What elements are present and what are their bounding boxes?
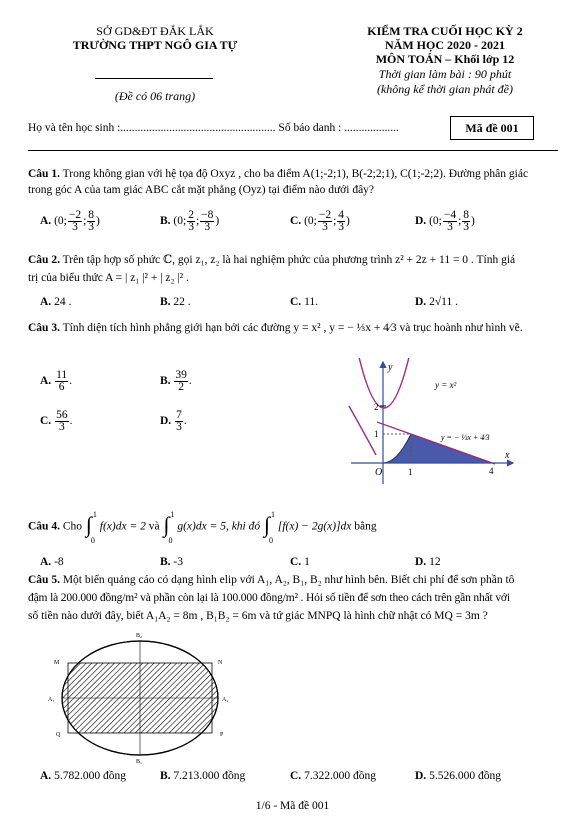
parabola-label: y = x² bbox=[435, 380, 457, 390]
q2-text-line2: trị của biểu thức A = | z₁ |² + | z₂ |² . bbox=[28, 272, 189, 284]
q1-option-c[interactable]: C. (0; $\frac{-2}{3}$ ; $\frac{4}{3}$ ) bbox=[290, 209, 350, 233]
q5-option-d[interactable]: D. 5.526.000 đồng bbox=[415, 770, 501, 782]
label-a1: A₁ bbox=[48, 697, 55, 703]
q4-label: Câu 4. bbox=[28, 520, 60, 533]
y-tick-2: 2 bbox=[374, 402, 379, 412]
q3-label: Câu 3. bbox=[28, 322, 60, 334]
q5-label: Câu 5. bbox=[28, 574, 60, 586]
q2-option-b[interactable]: B. 22 . bbox=[160, 296, 191, 308]
q3-option-b[interactable]: B. $\frac{39}{2}$ . bbox=[160, 369, 192, 393]
q1-text-line2: trong góc A của tam giác ABC cắt mặt phẳng (Oyz) tại điểm nào dưới đây? bbox=[28, 184, 375, 196]
header-divider bbox=[95, 78, 213, 79]
x-tick-4: 4 bbox=[489, 466, 494, 476]
q5-ellipse-figure bbox=[36, 628, 246, 764]
label-n: N bbox=[218, 660, 223, 666]
q4-text-line: Câu 4. Cho ∫ 1 0 f(x)dx = 2 và ∫ 1 0 g(x)dx = 5, khi đó ∫ 1 0 [f(x) − 2g(x)]dx bằng bbox=[28, 510, 377, 545]
q3-option-c[interactable]: C. $\frac{56}{3}$ . bbox=[40, 409, 73, 433]
label-q: Q bbox=[56, 732, 61, 738]
line-label: y = − ⅓x + 4⁄3 bbox=[441, 433, 490, 442]
q3-option-d[interactable]: D. $\frac{7}{3}$ . bbox=[160, 409, 187, 433]
q3-text: Tính diện tích hình phẳng giới hạn bởi các đường y = x² , y = − ⅓x + 4⁄3 và trục hoành như hình vẽ. bbox=[62, 322, 523, 334]
header-rule bbox=[28, 150, 558, 151]
q4-option-c[interactable]: C. 1 bbox=[290, 556, 310, 568]
q2-text-line1 bbox=[28, 252, 562, 266]
y-tick-1: 1 bbox=[374, 429, 379, 439]
q2-option-d[interactable]: D. 2√11 . bbox=[415, 296, 458, 308]
label-a2: A₂ bbox=[222, 697, 229, 703]
q5-text-line2: đậm là 200.000 đồng/m² và phần còn lại là 100.000 đồng/m² . Hỏi số tiền để sơn theo cách trên gần nhất với bbox=[28, 592, 510, 604]
school-year: NĂM HỌC 2020 - 2021 bbox=[385, 38, 505, 52]
subject: MÔN TOÁN – Khối lớp 12 bbox=[375, 52, 515, 66]
label-m: M bbox=[54, 660, 60, 666]
q3-text-line bbox=[28, 322, 562, 334]
q2-option-c[interactable]: C. 11. bbox=[290, 296, 319, 308]
q1-option-a[interactable]: A. (0; $\frac{-2}{3}$ ; $\frac{8}{3}$ ) bbox=[40, 209, 100, 233]
page-footer: 1/6 - Mã đề 001 bbox=[255, 800, 330, 812]
q2-text: Trên tập hợp số phức ℂ, gọi z₁, z₂ là hai nghiệm phức của phương trình z² + 2z + 11 = 0 . Tính giá bbox=[62, 254, 516, 266]
q3-option-a[interactable]: A. $\frac{11}{6}$ . bbox=[40, 369, 73, 393]
exam-code-box: Mã đề 001 bbox=[450, 116, 534, 140]
q5-text-line1 bbox=[28, 574, 562, 586]
time-limit: Thời gian làm bài : 90 phút bbox=[378, 67, 512, 81]
pages-note: (Đề có 06 trang) bbox=[114, 89, 196, 103]
label-p: P bbox=[220, 732, 224, 738]
q4-option-d[interactable]: D. 12 bbox=[415, 556, 441, 568]
q1-option-d[interactable]: D. (0; $\frac{-4}{3}$ ; $\frac{8}{3}$ ) bbox=[415, 209, 475, 233]
origin-label: O bbox=[375, 467, 383, 478]
school-name: TRƯỜNG THPT NGÔ GIA TỰ bbox=[72, 38, 238, 52]
q4-option-b[interactable]: B. -3 bbox=[160, 556, 184, 568]
integral-sign-3: ∫ 1 0 bbox=[264, 510, 275, 545]
parabola-curve bbox=[358, 358, 410, 408]
q5-option-c[interactable]: C. 7.322.000 đồng bbox=[290, 770, 376, 782]
exam-title: KIỂM TRA CUỐI HỌC KỲ 2 bbox=[367, 24, 523, 38]
x-axis-label: x bbox=[505, 450, 510, 461]
q5-text: Một biển quảng cáo có dạng hình elip với A₁, A₂, B₁, B₂ như hình bên. Biết chi phí để sơn phần tô bbox=[62, 574, 515, 586]
time-note: (không kể thời gian phát đề) bbox=[376, 82, 514, 96]
q5-option-b[interactable]: B. 7.213.000 đồng bbox=[160, 770, 246, 782]
y-axis-label: y bbox=[388, 362, 393, 373]
q1-text-line1 bbox=[28, 168, 562, 180]
q4-option-a[interactable]: A. -8 bbox=[40, 556, 64, 568]
q5-option-a[interactable]: A. 5.782.000 đồng bbox=[40, 770, 126, 782]
q5-text-line3: số tiền nào dưới đây, biết A₁A₂ = 8m , B₁B₂ = 6m và tứ giác MNPQ là hình chữ nhật có MQ = 3m ? bbox=[28, 610, 488, 622]
q3-area-graph bbox=[345, 358, 515, 486]
q2-option-a[interactable]: A. 24 . bbox=[40, 296, 72, 308]
student-info-line: Họ và tên học sinh :...................................................... Số báo danh : ................... bbox=[28, 122, 399, 134]
integral-sign-2: ∫ 1 0 bbox=[163, 510, 175, 545]
q1-label: Câu 1. bbox=[28, 168, 60, 180]
q1-option-b[interactable]: B. (0; $\frac{2}{3}$ ; $\frac{-8}{3}$ ) bbox=[160, 209, 220, 233]
q2-label: Câu 2. bbox=[28, 254, 60, 266]
label-b2: B₂ bbox=[136, 633, 143, 639]
q1-text: Trong không gian với hệ tọa độ Oxyz , cho ba điểm A(1;-2;1), B(-2;2;1), C(1;-2;2). Đường phân giác bbox=[62, 168, 529, 180]
x-tick-1: 1 bbox=[408, 467, 413, 477]
dept-name: SỞ GD&ĐT ĐẮK LẮK bbox=[96, 24, 214, 38]
integral-sign-1: ∫ 1 0 bbox=[85, 510, 97, 545]
label-b1: B₁ bbox=[136, 759, 143, 764]
